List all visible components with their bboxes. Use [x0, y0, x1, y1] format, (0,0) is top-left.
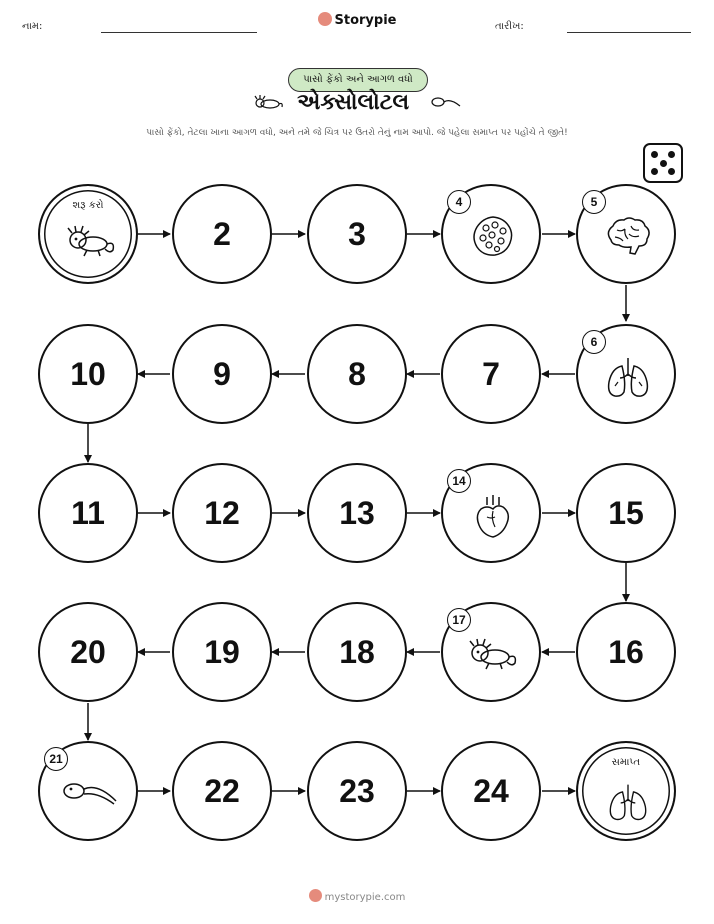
- lungs-icon: [605, 354, 651, 400]
- brain-icon: [603, 216, 653, 256]
- cell-number: 2: [213, 215, 231, 252]
- board-cell[interactable]: [576, 463, 676, 563]
- board-cell[interactable]: [172, 602, 272, 702]
- board-cell[interactable]: [576, 602, 676, 702]
- board-cell[interactable]: [441, 463, 541, 563]
- name-label: નામ:: [22, 21, 43, 32]
- title-text: એક્સોલોટલ: [297, 90, 410, 115]
- heart-icon: [473, 491, 513, 539]
- cell-number-badge: 14: [447, 469, 471, 493]
- cell-number: 24: [473, 772, 509, 809]
- cell-number-badge: 21: [44, 747, 68, 771]
- finish-cell[interactable]: [576, 741, 676, 841]
- board-cell[interactable]: [307, 184, 407, 284]
- finish-label: સમાપ્ત: [611, 757, 641, 768]
- board-cell[interactable]: [441, 602, 541, 702]
- cell-number: 22: [204, 772, 240, 809]
- cell-number-badge: 17: [447, 608, 471, 632]
- footer-site[interactable]: mystorypie.com: [324, 892, 406, 903]
- start-label: શરૂ કરો: [72, 200, 104, 211]
- board-cell[interactable]: [307, 741, 407, 841]
- board-cell[interactable]: [441, 324, 541, 424]
- board-cell[interactable]: [441, 184, 541, 284]
- board-cell[interactable]: [38, 741, 138, 841]
- board-cell[interactable]: [172, 463, 272, 563]
- cell-number: 7: [482, 355, 500, 392]
- cell-number-badge: 5: [582, 190, 606, 214]
- instructions: પાસો ફેંકો, તેટલા ખાના આગળ વધો, અને તમે જે ચિત્ર પર ઉતરો તેનું નામ આપો. જે પહેલા સમાપ્ત પર પહોંચે તે જીતે!: [146, 128, 568, 138]
- cell-number-badge: 4: [447, 190, 471, 214]
- board-cell[interactable]: [576, 184, 676, 284]
- cell-number: 23: [339, 772, 375, 809]
- cell-number: 11: [71, 494, 105, 531]
- tadpole-icon: [62, 779, 118, 809]
- game-pill: પાસો ફેંકો અને આગળ વધો: [288, 68, 428, 92]
- board-cell[interactable]: [307, 463, 407, 563]
- board-cell[interactable]: [172, 741, 272, 841]
- cell-number: 3: [348, 215, 366, 252]
- axolotl-icon: [467, 636, 519, 674]
- cell-number: 12: [204, 494, 240, 531]
- footer: [0, 889, 714, 903]
- cell-number: 13: [339, 494, 375, 531]
- board-cell[interactable]: [307, 602, 407, 702]
- board-cell[interactable]: [172, 324, 272, 424]
- cell-number: 20: [70, 633, 106, 670]
- board-cell[interactable]: [576, 324, 676, 424]
- cell-number: 15: [608, 494, 644, 531]
- storypie-logo-icon: [309, 889, 322, 902]
- date-label: તારીખ:: [495, 21, 524, 32]
- board-cell[interactable]: [38, 463, 138, 563]
- cell-number: 19: [204, 633, 240, 670]
- board-cell[interactable]: [441, 741, 541, 841]
- cell-number-badge: 6: [582, 330, 606, 354]
- board-cell[interactable]: [38, 602, 138, 702]
- board-cell[interactable]: [172, 184, 272, 284]
- cell-number: 18: [339, 633, 375, 670]
- cell-number: 8: [348, 355, 366, 392]
- cell-number: 10: [70, 355, 106, 392]
- axolotl-icon: [65, 224, 115, 260]
- board-cell[interactable]: [307, 324, 407, 424]
- egg-cluster-icon: [471, 214, 515, 258]
- brand-name: Storypie: [334, 13, 397, 28]
- start-cell[interactable]: [38, 184, 138, 284]
- cell-number: 16: [608, 633, 644, 670]
- lungs-icon: [607, 781, 649, 823]
- board-cell[interactable]: [38, 324, 138, 424]
- cell-number: 9: [213, 355, 231, 392]
